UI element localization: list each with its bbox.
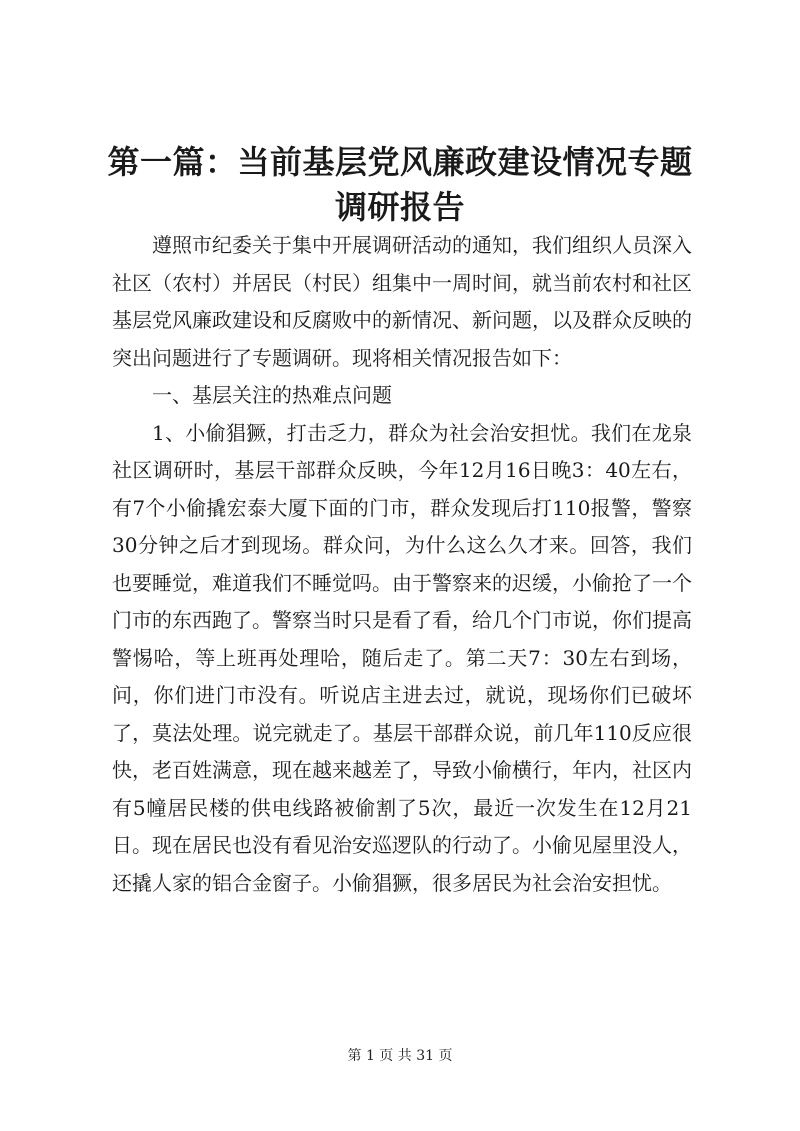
document-title: 第一篇：当前基层党风廉政建设情况专题调研报告 (107, 143, 693, 226)
intro-paragraph: 遵照市纪委关于集中开展调研活动的通知，我们组织人员深入社区（农村）并居民（村民）组集中一周时间，就当前农村和社区基层党风廉政建设和反腐败中的新情况、新问题，以及群众反映的突出问题进行了专题调研。现将相关情况报告如下： (112, 233, 692, 370)
document-body (112, 227, 692, 902)
section-heading: 一、基层关注的热难点问题 (152, 383, 392, 407)
page-number: 第 1 页 共 31 页 (347, 1048, 453, 1064)
body-paragraph: 1、小偷猖獗，打击乏力，群众为社会治安担忧。我们在龙泉社区调研时，基层干部群众反映，今年12月16日晚3：40左右，有7个小偷撬宏泰大厦下面的门市，群众发现后打110报警，警察30分钟之后才到现场。群众问，为什么这么久才来。回答，我们也要睡觉，难道我们不睡觉吗。由于警察来的迟缓，小偷抢了一个门市的东西跑了。警察当时只是看了看，给几个门市说，你们提高警惕哈，等上班再处理哈，随后走了。第二天7：30左右到场，问，你们进门市没有。听说店主进去过，就说，现场你们已破坏了，莫法处理。说完就走了。基层干部群众说，前几年110反应很快，老百姓满意，现在越来越差了，导致小偷横行，年内，社区内有5幢居民楼的供电线路被偷割了5次，最近一次发生在12月21日。现在居民也没有看见治安巡逻队的行动了。小偷见屋里没人，还撬人家的铝合金窗子。小偷猖獗，很多居民为社会治安担忧。 (112, 420, 692, 895)
